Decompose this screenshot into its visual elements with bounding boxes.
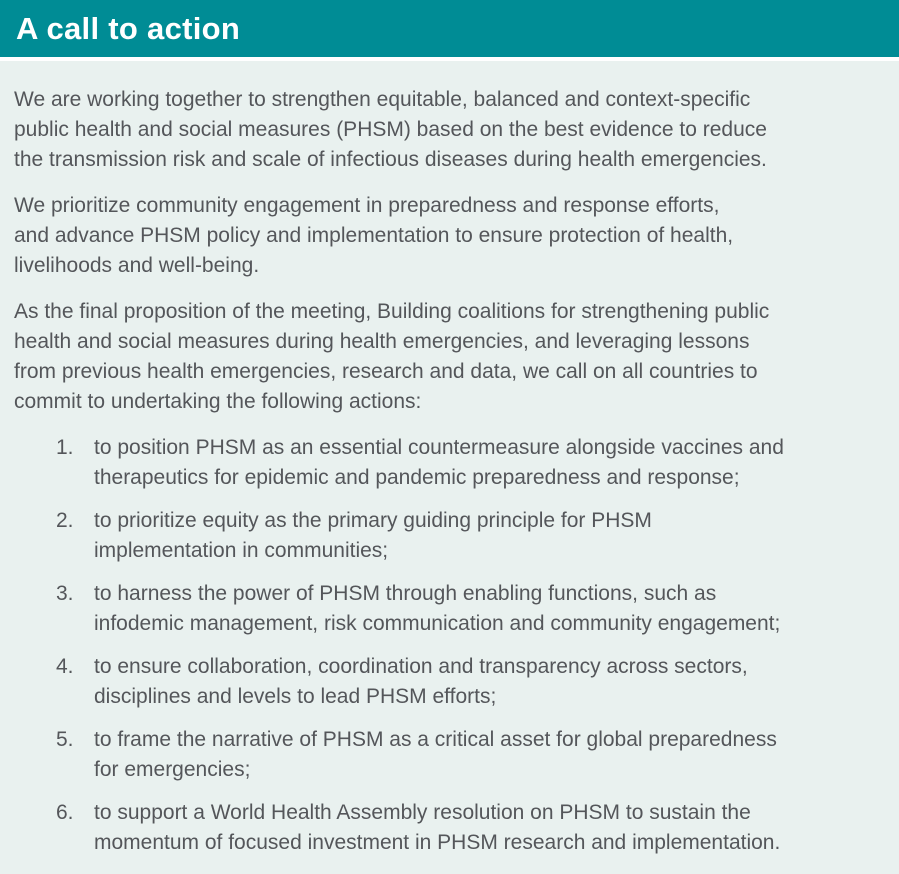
action-item-number: 4. xyxy=(56,655,74,678)
action-item-line: momentum of focused investment in PHSM research and implementation. xyxy=(94,831,781,854)
paragraph-2 xyxy=(14,191,883,281)
action-item-6 xyxy=(56,798,883,858)
action-item-number: 5. xyxy=(56,728,74,751)
action-item-line: implementation in communities; xyxy=(94,539,389,562)
action-item-text xyxy=(94,433,883,493)
paragraph-line: As the final proposition of the meeting, Building coalitions for strengthening public xyxy=(14,300,770,323)
paragraph-line: from previous health emergencies, research and data, we call on all countries to xyxy=(14,360,758,383)
action-item-4 xyxy=(56,652,883,712)
action-item-line: to frame the narrative of PHSM as a critical asset for global preparedness xyxy=(94,728,777,751)
action-item-number: 1. xyxy=(56,436,74,459)
action-item-line: disciplines and levels to lead PHSM efforts; xyxy=(94,685,497,708)
action-item-number: 6. xyxy=(56,801,74,824)
action-item-text xyxy=(94,652,883,712)
action-list xyxy=(14,433,883,858)
action-item-line: to prioritize equity as the primary guiding principle for PHSM xyxy=(94,509,652,532)
action-item-line: therapeutics for epidemic and pandemic preparedness and response; xyxy=(94,466,740,489)
action-item-line: to ensure collaboration, coordination and transparency across sectors, xyxy=(94,655,748,678)
action-item-line: to support a World Health Assembly resolution on PHSM to sustain the xyxy=(94,801,751,824)
action-item-1 xyxy=(56,433,883,493)
paragraph-line: commit to undertaking the following actions: xyxy=(14,390,422,413)
paragraph-line: livelihoods and well-being. xyxy=(14,254,260,277)
paragraph-line: the transmission risk and scale of infectious diseases during health emergencies. xyxy=(14,148,767,171)
action-item-line: infodemic management, risk communication and community engagement; xyxy=(94,612,781,635)
action-item-line: for emergencies; xyxy=(94,758,251,781)
paragraph-line: We are working together to strengthen equitable, balanced and context-specific xyxy=(14,88,751,111)
action-item-3 xyxy=(56,579,883,639)
header-bar xyxy=(0,0,899,57)
paragraph-line: public health and social measures (PHSM) based on the best evidence to reduce xyxy=(14,118,767,141)
action-item-line: to position PHSM as an essential countermeasure alongside vaccines and xyxy=(94,436,784,459)
action-item-2 xyxy=(56,506,883,566)
action-item-text xyxy=(94,798,883,858)
paragraph-3 xyxy=(14,297,883,417)
action-item-number: 3. xyxy=(56,582,74,605)
paragraph-1 xyxy=(14,85,883,175)
action-item-text xyxy=(94,579,883,639)
paragraph-line: and advance PHSM policy and implementation to ensure protection of health, xyxy=(14,224,734,247)
action-item-5 xyxy=(56,725,883,785)
body-area xyxy=(0,61,899,874)
page-title: A call to action xyxy=(16,10,241,46)
action-item-line: to harness the power of PHSM through enabling functions, such as xyxy=(94,582,717,605)
paragraph-line: health and social measures during health emergencies, and leveraging lessons xyxy=(14,330,750,353)
paragraph-line: We prioritize community engagement in preparedness and response efforts, xyxy=(14,194,720,217)
action-item-number: 2. xyxy=(56,509,74,532)
action-item-text xyxy=(94,506,883,566)
action-item-text xyxy=(94,725,883,785)
